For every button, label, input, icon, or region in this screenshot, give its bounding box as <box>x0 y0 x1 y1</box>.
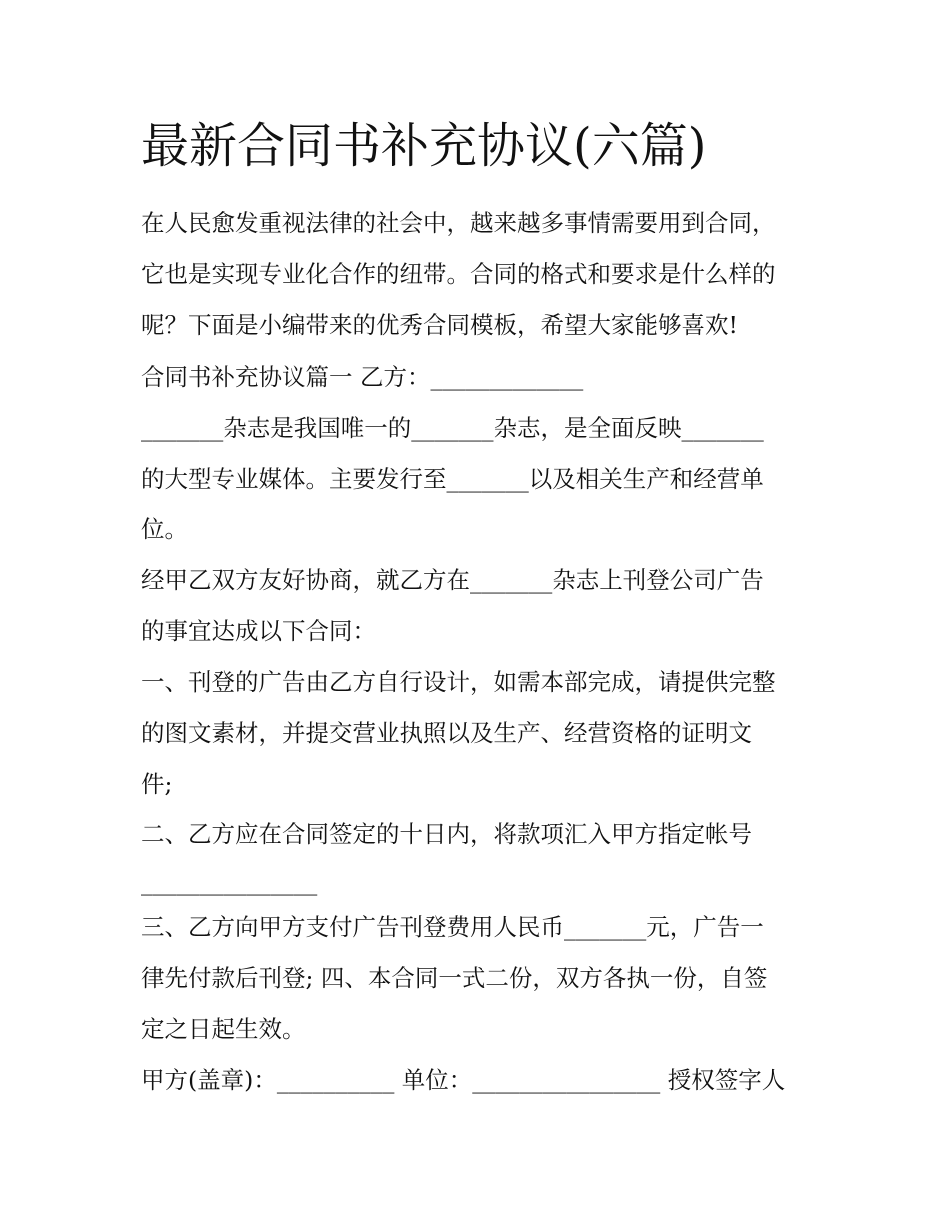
paragraph-line: 二、乙方应在合同签定的十日内，将款项汇入甲方指定帐号 <box>141 820 752 848</box>
paragraph-line: 在人民愈发重视法律的社会中，越来越多事情需要用到合同， <box>141 209 776 237</box>
paragraph-line: _______________ <box>141 868 318 896</box>
paragraph-line: _______杂志是我国唯一的_______杂志，是全面反映_______ <box>141 414 764 442</box>
paragraph-line: 的大型专业媒体。主要发行至_______以及相关生产和经营单 <box>141 465 764 493</box>
paragraph-line: 经甲乙双方友好协商，就乙方在_______杂志上刊登公司广告 <box>141 566 764 594</box>
paragraph-line: 位。 <box>141 515 188 543</box>
paragraph-line: 呢？下面是小编带来的优秀合同模板，希望大家能够喜欢! <box>141 311 738 339</box>
paragraph-line: 件; <box>141 770 173 798</box>
paragraph-line: 的图文素材，并提交营业执照以及生产、经营资格的证明文 <box>141 719 752 747</box>
paragraph-line: 甲方(盖章)：__________ 单位：________________ 授权签字人 <box>141 1066 786 1094</box>
paragraph-line: 三、乙方向甲方支付广告刊登费用人民币_______元，广告一 <box>141 913 764 941</box>
paragraph-line: 的事宜达成以下合同： <box>141 617 376 645</box>
paragraph-line: 律先付款后刊登; 四、本合同一式二份，双方各执一份，自签 <box>141 964 768 992</box>
paragraph-line: 一、刊登的广告由乙方自行设计，如需本部完成，请提供完整 <box>141 668 776 696</box>
paragraph-line: 合同书补充协议篇一 乙方：_____________ <box>141 363 584 391</box>
paragraph-line: 定之日起生效。 <box>141 1015 306 1043</box>
document-title: 最新合同书补充协议(六篇) <box>141 118 707 174</box>
paragraph-line: 它也是实现专业化合作的纽带。合同的格式和要求是什么样的 <box>141 260 776 288</box>
